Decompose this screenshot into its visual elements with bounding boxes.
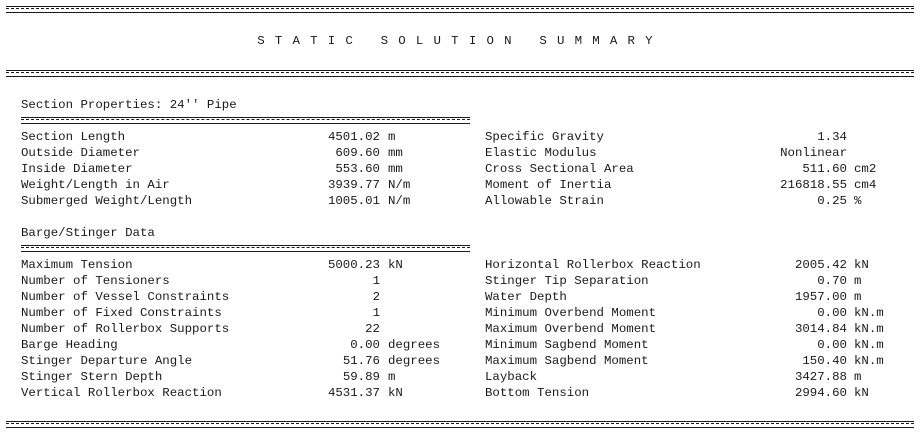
param-label: Minimum Overbend Moment <box>485 306 657 320</box>
param-value: 3014.84 <box>794 322 847 336</box>
report-title: STATIC SOLUTION SUMMARY <box>257 34 663 48</box>
param-label: Cross Sectional Area <box>485 162 634 176</box>
param-value: 4531.37 <box>327 386 380 400</box>
param-value: 51.76 <box>342 354 380 368</box>
param-value: 2 <box>372 290 380 304</box>
param-unit: m <box>388 130 396 144</box>
param-unit: mm <box>388 162 403 176</box>
param-value: 1957.00 <box>794 290 847 304</box>
param-unit: kN <box>854 258 869 272</box>
param-value: 150.40 <box>802 354 847 368</box>
table-row <box>0 161 920 177</box>
param-label: Inside Diameter <box>21 162 133 176</box>
param-value: 216818.55 <box>780 178 847 192</box>
param-value: 0.25 <box>817 194 847 208</box>
param-value: 2994.60 <box>794 386 847 400</box>
table-row <box>0 177 920 193</box>
param-label: Maximum Tension <box>21 258 133 272</box>
param-unit: kN <box>854 386 869 400</box>
param-value: 0.00 <box>350 338 380 352</box>
param-unit: m <box>854 274 862 288</box>
param-value: 4501.02 <box>327 130 380 144</box>
table-row <box>0 321 920 337</box>
param-unit: cm2 <box>854 162 877 176</box>
table-row <box>0 289 920 305</box>
param-unit: % <box>854 194 862 208</box>
param-value: 3427.88 <box>794 370 847 384</box>
param-label: Maximum Sagbend Moment <box>485 354 649 368</box>
param-value: 0.70 <box>817 274 847 288</box>
param-label: Maximum Overbend Moment <box>485 322 657 336</box>
title-separator <box>6 70 914 77</box>
param-label: Barge Heading <box>21 338 118 352</box>
param-label: Moment of Inertia <box>485 178 612 192</box>
param-label: Layback <box>485 370 538 384</box>
table-row <box>0 369 920 385</box>
param-value: 3939.77 <box>327 178 380 192</box>
barge-stinger-heading: Barge/Stinger Data <box>21 226 155 240</box>
param-value: 5000.23 <box>327 258 380 272</box>
param-label: Submerged Weight/Length <box>21 194 193 208</box>
param-unit: N/m <box>388 178 411 192</box>
param-label: Water Depth <box>485 290 567 304</box>
param-label: Number of Rollerbox Supports <box>21 322 230 336</box>
table-row <box>0 337 920 353</box>
param-label: Number of Tensioners <box>21 274 170 288</box>
param-value: 1 <box>372 306 380 320</box>
param-label: Outside Diameter <box>21 146 140 160</box>
section-properties-heading: Section Properties: 24'' Pipe <box>21 98 237 112</box>
param-unit: kN.m <box>854 354 884 368</box>
param-unit: cm4 <box>854 178 877 192</box>
section-properties-underline <box>21 117 470 124</box>
param-label: Stinger Tip Separation <box>485 274 649 288</box>
param-unit: kN.m <box>854 306 884 320</box>
param-label: Allowable Strain <box>485 194 604 208</box>
barge-stinger-underline <box>21 245 470 252</box>
param-value: 22 <box>365 322 380 336</box>
param-unit: kN.m <box>854 322 884 336</box>
param-value: 0.00 <box>817 306 847 320</box>
top-separator <box>6 6 914 13</box>
table-row <box>0 257 920 273</box>
param-label: Vertical Rollerbox Reaction <box>21 386 222 400</box>
param-label: Number of Vessel Constraints <box>21 290 230 304</box>
table-row <box>0 353 920 369</box>
param-label: Weight/Length in Air <box>21 178 170 192</box>
param-value: 1.34 <box>817 130 847 144</box>
param-label: Section Length <box>21 130 126 144</box>
param-value: 0.00 <box>817 338 847 352</box>
param-unit: kN <box>388 386 403 400</box>
param-unit: degrees <box>388 338 441 352</box>
param-label: Elastic Modulus <box>485 146 597 160</box>
table-row <box>0 273 920 289</box>
param-unit: kN.m <box>854 338 884 352</box>
table-row <box>0 193 920 209</box>
param-label: Stinger Stern Depth <box>21 370 163 384</box>
param-value: 1 <box>372 274 380 288</box>
param-label: Horizontal Rollerbox Reaction <box>485 258 701 272</box>
param-label: Number of Fixed Constraints <box>21 306 222 320</box>
param-unit: kN <box>388 258 403 272</box>
param-unit: mm <box>388 146 403 160</box>
param-value: 609.60 <box>335 146 380 160</box>
table-row <box>0 305 920 321</box>
param-value: 2005.42 <box>794 258 847 272</box>
bottom-separator <box>6 421 914 428</box>
param-unit: m <box>854 370 862 384</box>
param-label: Bottom Tension <box>485 386 590 400</box>
param-value: 1005.01 <box>327 194 380 208</box>
param-label: Stinger Departure Angle <box>21 354 193 368</box>
param-value: Nonlinear <box>780 146 847 160</box>
param-unit: m <box>388 370 396 384</box>
table-row <box>0 145 920 161</box>
param-unit: degrees <box>388 354 441 368</box>
table-row <box>0 385 920 401</box>
param-unit: m <box>854 290 862 304</box>
param-label: Specific Gravity <box>485 130 604 144</box>
param-value: 511.60 <box>802 162 847 176</box>
table-row <box>0 129 920 145</box>
param-value: 59.89 <box>342 370 380 384</box>
param-label: Minimum Sagbend Moment <box>485 338 649 352</box>
param-value: 553.60 <box>335 162 380 176</box>
param-unit: N/m <box>388 194 411 208</box>
